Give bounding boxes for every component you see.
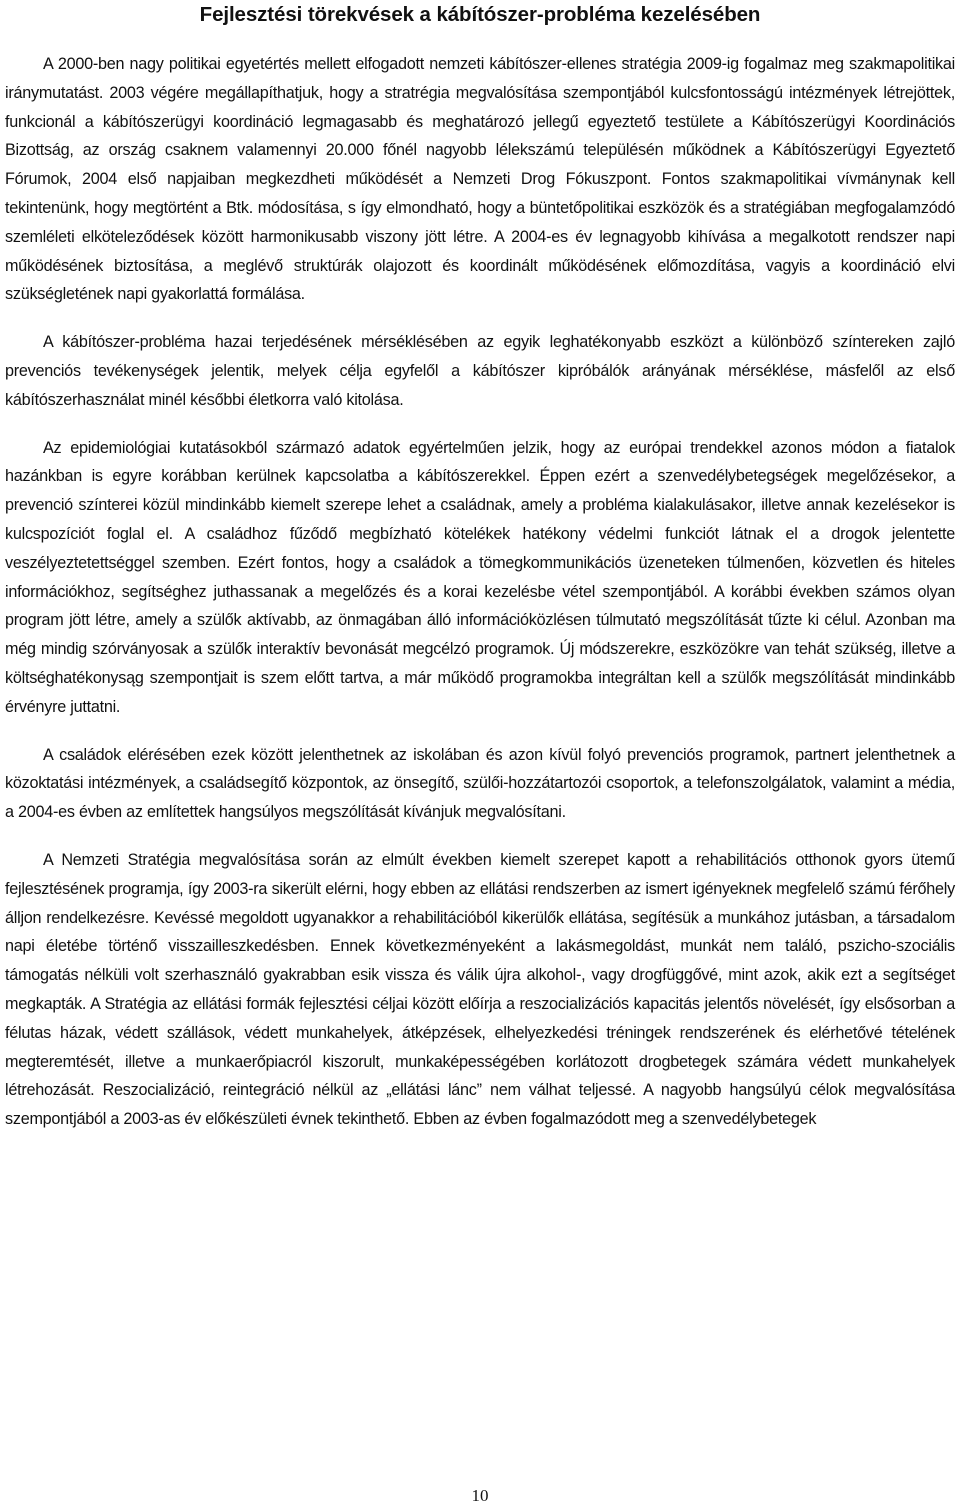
paragraph-rehabilitation: A Nemzeti Stratégia megvalósítása során az elmúlt években kiemelt szerepet kapott a rehabilitációs otthonok gyors ütemű fejlesztésének programja, így 2003-ra sikerült elérni, hogy ebben az ellátási rendszerben az ismert igényeknek megfelelő számú férőhely álljon rendelkezésre. Kevéssé megoldott ugyanakkor a rehabilitációból kikerülők ellátása, segítésük a munkához jutásban, a társadalom napi életébe történő visszailleszkedésben. Ennek következményeként a lakásmegoldást, munkát nem találó, pszicho-szociális támogatás nélküli volt szerhasználó gyakrabban esik vissza és válik újra alkohol-, vagy drogfüggővé, mint azok, akik ezt a segítséget megkapták. A Stratégia az ellátási formák fejlesztési céljai között előírja a reszocializációs kapacitás jelentős növelését, így elsősorban a félutas házak, védett szállások, védett munkahelyek, átképzések, elhelyezkedési tréningek rendszerének és elérhetővé tételének megteremtését, illetve a munkaerőpiacról kiszorult, munkaképességében korlátozott drogbetegek számára védett munkahelyek létrehozását. Reszocializáció, reintegráció nélkül az „ellátási lánc” nem válhat teljessé. A nagyobb hangsúlyú célok megvalósítása szempontjából a 2003-as év előkészületi évnek tekinthető. Ebben az évben fogalmazódott meg a szenvedélybetegek	[5, 850, 955, 1129]
paragraph-strategy: A 2000-ben nagy politikai egyetértés mellett elfogadott nemzeti kábítószer-ellenes stratégia 2009-ig fogalmaz meg szakmapolitikai iránymutatást. 2003 végére megállapíthatjuk, hogy a stratrégia megvalósítása szempontjából kulcsfontosságú intézmények létrejöttek, funkcionál a kábítószerügyi koordináció legmagasabb és meghatározó jellegű egyeztető testülete a Kábítószerügyi Koordinációs Bizottság, az ország csaknem valamennyi 20.000 főnél nagyobb lélekszámú településén működnek a Kábítószerügyi Egyeztető Fórumok, 2004 első napjaiban megkezdheti működését a Nemzeti Drog Fókuszpont. Fontos szakmapolitikai vívmánynak kell tekintenünk, hogy megtörtént a Btk. módosítása, s így elmondható, hogy a büntetőpolitikai eszközök és a stratégiában megfogalamzódó szemléleti elköteleződések között harmonikusabb viszony jött létre. A 2004-es év legnagyobb kihívása a megalkotott rendszer napi működésének biztosítása, a meglévő struktúrák olajozott és koordinált működésének előmozdítása, vagyis a koordináció elvi szükségletének napi gyakorlattá formálása.	[5, 55, 955, 304]
paragraph-partners: A családok elérésében ezek között jelenthetnek az iskolában és azon kívül folyó prevenciós programok, partnert jelenthetnek a közoktatási intézmények, a családsegítő központok, az önsegítő, szülői-hozzátartozói csoportok, a telefonszolgálatok, valamint a média, a 2004-es évben az említettek hangsúlyos megszólítását kívánjuk megvalósítani.	[5, 745, 955, 822]
paragraph-family: Az epidemiológiai kutatásokból származó adatok egyértelműen jelzik, hogy az európai trendekkel azonos módon a fiatalok hazánkban is egyre korábban kerülnek kapcsolatba a kábítószerekkel. Éppen ezért a szenvedélybetegségek megelőzésekor, a prevenció színterei közül mindinkább kiemelt szerepe lehet a családnak, amely a probléma kialakulásakor, illetve annak kezelésekor is kulcspozíciót foglal el. A családhoz fűződő megbízható kötelékek hatékony védelmi funkciót látnak el a drogok jelentette veszélyeztetettséggel szemben. Ezért fontos, hogy a családok a tömegkommunikációs üzeneteken túlmenően, közvetlen és hiteles információkhoz, segítséghez juthassanak a megelőzés és a korai kezelésbe vétel szempontjából. A korábbi években számos olyan program jött létre, amely a szülők aktívabb, az önmagában álló információközlésen túlmutató megszólítását tűzte ki célul. Azonban ma még mindig szórványosak a szülők interaktív bevonását megcélzó programok. Új módszerekre, eszközökre van tehát szükség, illetve a költséghatékonysąg szempontjait is szem előtt tartva, a már működő programokba integráltan kell a szülők megszólítását mindinkább érvényre juttatni.	[5, 438, 955, 716]
page-number: 10	[471, 1486, 489, 1505]
page-title: Fejlesztési törekvések a kábítószer-probléma kezelésében	[199, 3, 761, 26]
paragraph-prevention: A kábítószer-probléma hazai terjedésének mérséklésében az egyik leghatékonyabb eszközt a különböző színtereken zajló prevenciós tevékenységek jelentik, melyek célja egyfelől a kábítószer kipróbálók arányának mérséklése, másfelől az első kábítószerhasználat minél későbbi életkorra való kitolása.	[5, 333, 955, 409]
